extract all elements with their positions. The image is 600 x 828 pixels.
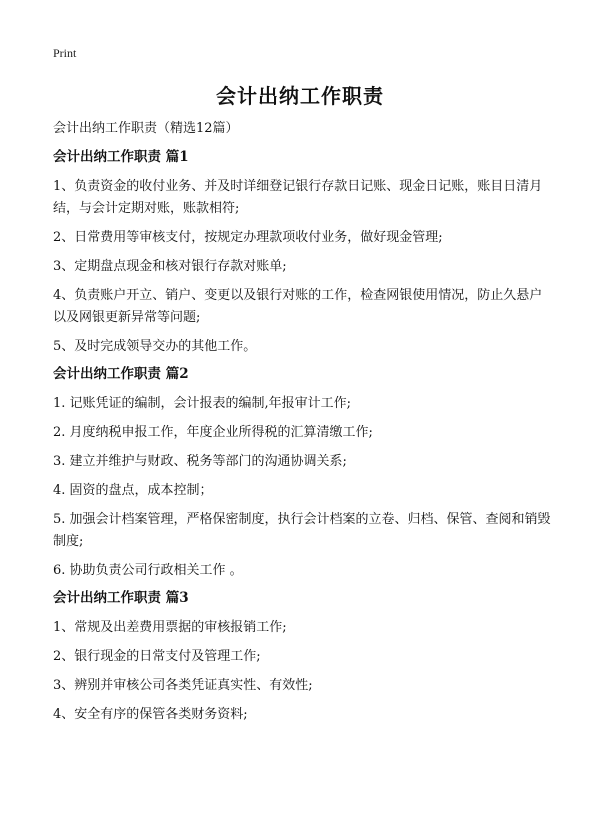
list-item: 5. 加强会计档案管理，严格保密制度，执行会计档案的立卷、归档、保管、查阅和销毁制度; (53, 512, 551, 549)
list-item: 6. 协助负责公司行政相关工作 。 (53, 563, 243, 578)
section-heading: 会计出纳工作职责 篇3 (53, 590, 189, 606)
list-item: 2、日常费用等审核支付，按规定办理款项收付业务，做好现金管理; (53, 230, 443, 245)
list-item: 5、及时完成领导交办的其他工作。 (53, 339, 257, 354)
list-item: 1、常规及出差费用票据的审核报销工作; (53, 620, 287, 635)
section-1 (53, 148, 553, 358)
list-item: 4、安全有序的保管各类财务资料; (53, 707, 248, 722)
list-item: 1. 记账凭证的编制，会计报表的编制,年报审计工作; (53, 396, 352, 411)
duty-list (53, 617, 553, 726)
duty-list (53, 176, 553, 358)
list-item: 3、定期盘点现金和核对银行存款对账单; (53, 259, 287, 274)
list-item: 3、辨别并审核公司各类凭证真实性、有效性; (53, 678, 313, 693)
duty-list (53, 393, 553, 582)
section-3 (53, 589, 553, 726)
document-title: 会计出纳工作职责 (216, 84, 384, 108)
document-subtitle: 会计出纳工作职责（精选12篇） (53, 121, 239, 136)
list-item: 4、负责账户开立、销户、变更以及银行对账的工作，检查网银使用情况，防止久悬户以及网银更新异常等问题; (53, 288, 543, 325)
list-item: 1、负责资金的收付业务、并及时详细登记银行存款日记账、现金日记账，账目日清月结，与会计定期对账，账款相符; (53, 179, 543, 216)
list-item: 2. 月度纳税申报工作，年度企业所得税的汇算清缴工作; (53, 425, 373, 440)
print-link[interactable]: Print (53, 46, 77, 60)
document-content (53, 120, 553, 733)
list-item: 2、银行现金的日常支付及管理工作; (53, 649, 261, 664)
section-heading: 会计出纳工作职责 篇2 (53, 366, 189, 382)
section-2 (53, 365, 553, 582)
list-item: 3. 建立并维护与财政、税务等部门的沟通协调关系; (53, 454, 347, 469)
list-item: 4. 固资的盘点，成本控制； (53, 483, 213, 498)
section-heading: 会计出纳工作职责 篇1 (53, 149, 189, 165)
